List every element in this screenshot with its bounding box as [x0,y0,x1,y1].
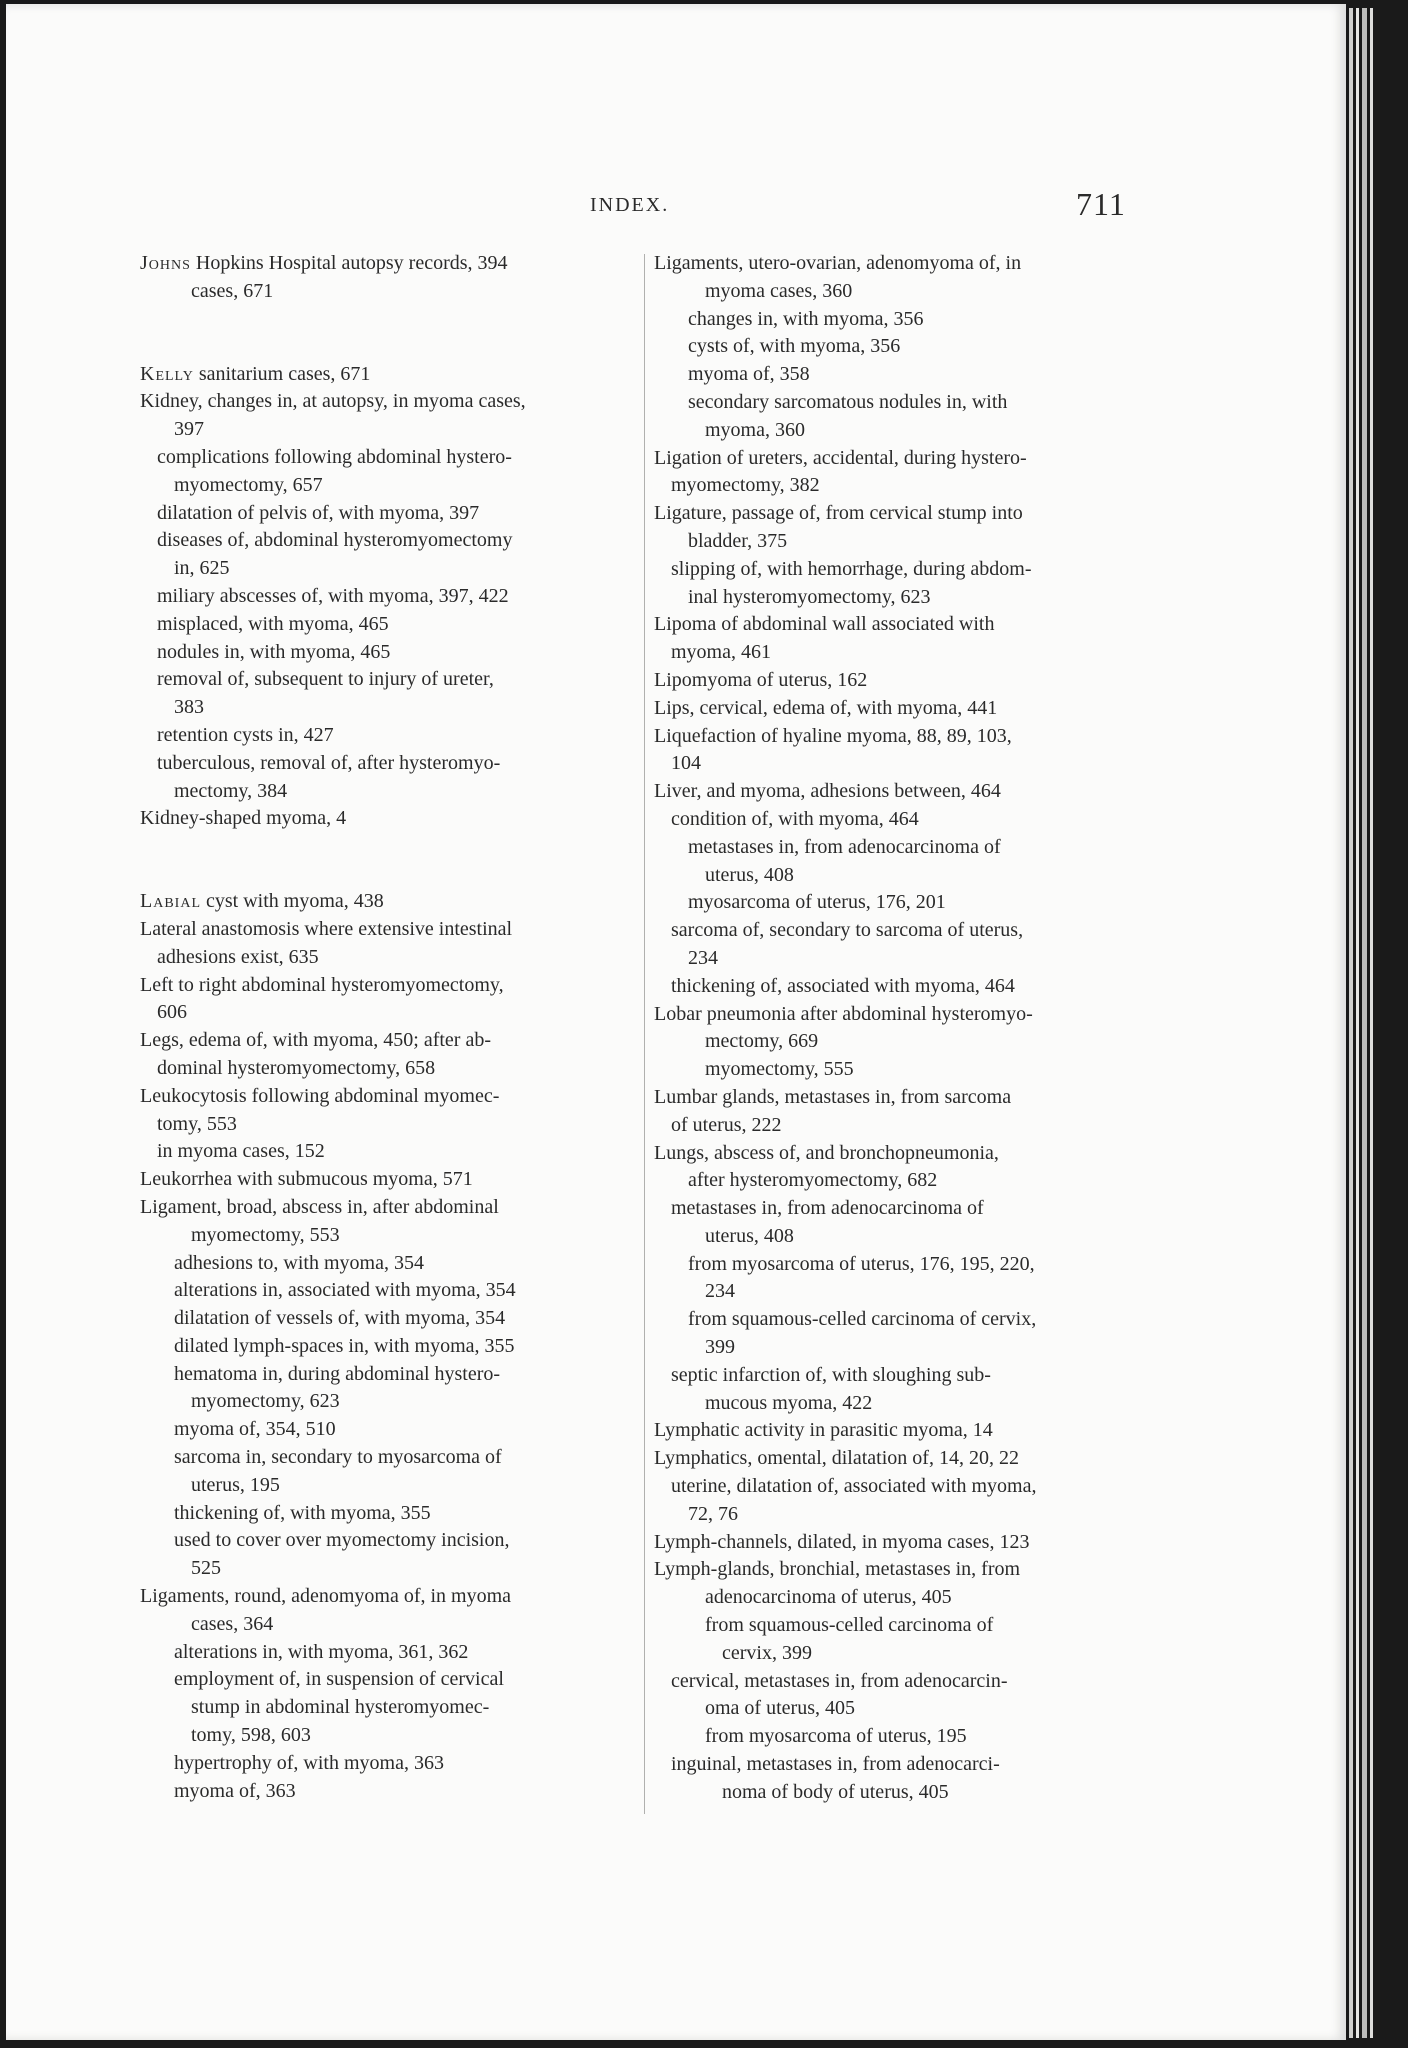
index-entry-text: cases, 364 [191,1612,274,1635]
page-number: 711 [1076,186,1126,222]
book-page [6,4,1346,2040]
index-entry-text: metastases in, from adenocarcinoma of [671,1197,984,1220]
index-entry [654,1334,1142,1362]
index-entry [140,1500,640,1528]
index-entry-text: adhesions exist, 635 [157,945,319,968]
index-entry [654,417,1142,445]
index-column-left [140,250,640,1805]
index-entry [654,917,1142,945]
index-entry-text: inguinal, metastases in, from adenocarci- [671,1753,1000,1776]
index-entry [140,555,640,583]
index-entry-text: alterations in, with myoma, 361, 362 [174,1640,469,1663]
index-entry-text: Hopkins Hospital autopsy records, 394 [190,252,508,274]
index-entry [140,888,640,916]
index-entry-text: Kidney, changes in, at autopsy, in myoma cases, [140,390,526,413]
index-entry [140,1305,640,1333]
index-entry-text: myoma, 461 [671,641,771,664]
index-entry [654,778,1142,806]
index-section-gap [140,306,640,361]
index-entry-text: Lobar pneumonia after abdominal hysteromyo- [654,1002,1033,1025]
index-entry-text: dilatation of pelvis of, with myoma, 397 [157,501,480,524]
index-entry [140,666,640,694]
index-entry-text: changes in, with myoma, 356 [688,307,924,330]
index-entry-text: myoma of, 354, 510 [174,1418,336,1441]
index-entry-lead: Kelly [140,362,194,385]
index-entry [654,1668,1142,1696]
index-entry [654,556,1142,584]
index-entry [654,500,1142,528]
index-entry [140,1388,640,1416]
index-entry [654,1001,1142,1029]
index-entry-text: myomectomy, 382 [671,474,820,497]
index-entry [654,1278,1142,1306]
index-entry [140,1222,640,1250]
column-divider [644,254,645,1814]
index-entry-text: septic infarction of, with sloughing sub- [671,1363,991,1386]
index-entry [140,750,640,778]
index-entry-text: in, 625 [174,557,230,580]
index-entry-text: 606 [157,1001,187,1024]
index-entry-lead: Johns [140,252,191,274]
index-entry-text: 104 [671,752,701,775]
index-entry-text: slipping of, with hemorrhage, during abdom- [671,557,1032,580]
index-entry-text: from myosarcoma of uterus, 176, 195, 220, [688,1252,1035,1275]
index-entry [654,445,1142,473]
page-edge [1356,8,1359,2038]
index-entry [140,1611,640,1639]
index-entry-text: used to cover over myomectomy incision, [174,1529,510,1552]
index-entry [140,1111,640,1139]
index-entry [654,278,1142,306]
index-entry-text: condition of, with myoma, 464 [671,807,919,830]
index-entry [140,1527,640,1555]
index-entry-text: Leukocytosis following abdominal myomec- [140,1084,500,1107]
index-section-gap [140,833,640,888]
index-entry-text: of uterus, 222 [671,1113,782,1136]
index-entry-text: Ligaments, utero-ovarian, adenomyoma of, in [654,252,1022,274]
index-entry-text: Lymphatic activity in parasitic myoma, 14 [654,1419,993,1442]
page-edge [1362,8,1367,2038]
index-entry-text: dominal hysteromyomectomy, 658 [157,1056,436,1079]
index-entry [140,278,640,306]
index-entry [140,778,640,806]
index-entry-text: inal hysteromyomectomy, 623 [688,585,931,608]
index-entry-text: sarcoma of, secondary to sarcoma of uterus, [671,919,1024,942]
page-header [6,186,1346,234]
index-entry-text: sarcoma in, secondary to myosarcoma of [174,1446,502,1469]
index-entry [140,1194,640,1222]
index-entry [140,1277,640,1305]
index-entry [654,1056,1142,1084]
index-entry [654,1417,1142,1445]
index-entry-text: sanitarium cases, 671 [193,362,371,385]
index-entry [140,472,640,500]
index-entry [654,1362,1142,1390]
index-entry [654,306,1142,334]
page-edge [1370,8,1373,2038]
index-entry [654,584,1142,612]
index-entry [140,1778,640,1806]
page-edge [1349,8,1353,2038]
index-entry [654,639,1142,667]
index-entry-text: 397 [174,418,204,441]
index-entry-text: mectomy, 384 [174,779,288,802]
index-entry [654,1223,1142,1251]
index-entry [140,361,640,389]
index-entry-text: misplaced, with myoma, 465 [157,612,389,635]
index-entry [654,1112,1142,1140]
index-entry [654,1084,1142,1112]
index-entry-text: Liquefaction of hyaline myoma, 88, 89, 103, [654,724,1012,747]
index-entry-text: cases, 671 [191,279,274,302]
index-entry-text: Ligature, passage of, from cervical stump into [654,502,1023,525]
index-entry [140,1333,640,1361]
index-entry-text: tuberculous, removal of, after hysteromyo- [157,751,501,774]
index-entry-text: cervix, 399 [722,1641,812,1664]
index-entry-text: dilated lymph-spaces in, with myoma, 355 [174,1334,515,1357]
index-entry [654,528,1142,556]
index-entry-text: myomectomy, 657 [174,473,323,496]
index-entry-text: after hysteromyomectomy, 682 [688,1169,938,1192]
index-entry-text: 234 [688,946,718,969]
index-entry [140,444,640,472]
index-entry [140,1055,640,1083]
index-entry-text: bladder, 375 [688,529,788,552]
index-entry [654,750,1142,778]
index-entry [654,945,1142,973]
index-entry [140,999,640,1027]
index-entry [654,1779,1142,1807]
index-entry-text: cysts of, with myoma, 356 [688,335,901,358]
index-entry [140,1166,640,1194]
index-entry [654,1445,1142,1473]
index-entry [140,1722,640,1750]
index-entry [140,388,640,416]
index-entry-text: thickening of, with myoma, 355 [174,1501,431,1524]
index-entry [654,834,1142,862]
index-entry [140,416,640,444]
index-entry [654,1612,1142,1640]
index-entry [654,611,1142,639]
index-entry-text: oma of uterus, 405 [705,1697,855,1720]
index-entry [140,1694,640,1722]
index-entry [654,1028,1142,1056]
index-entry-text: adenocarcinoma of uterus, 405 [705,1586,952,1609]
index-entry-text: Lymph-glands, bronchial, metastases in, from [654,1558,1021,1581]
index-entry-text: alterations in, associated with myoma, 354 [174,1279,516,1302]
index-entry-text: Lungs, abscess of, and bronchopneumonia, [654,1141,999,1164]
index-entry-text: from squamous-celled carcinoma of [705,1614,994,1637]
index-entry [654,695,1142,723]
index-entry-text: 234 [705,1280,735,1303]
index-entry-text: Lymphatics, omental, dilatation of, 14, 20, 22 [654,1447,1019,1470]
index-entry [654,1584,1142,1612]
index-entry [140,611,640,639]
index-entry [654,1473,1142,1501]
index-entry-text: myoma of, 358 [688,363,810,386]
index-entry [140,694,640,722]
index-entry-text: complications following abdominal hystero- [157,445,512,468]
index-entry-text: Leukorrhea with submucous myoma, 571 [140,1168,473,1191]
index-entry-text: hematoma in, during abdominal hystero- [174,1362,501,1385]
index-entry [654,889,1142,917]
index-entry [140,1555,640,1583]
index-entry-text: adhesions to, with myoma, 354 [174,1251,424,1274]
index-entry [654,1640,1142,1668]
index-entry [654,806,1142,834]
index-entry-text: noma of body of uterus, 405 [722,1780,949,1803]
index-entry [140,1138,640,1166]
index-entry-text: myosarcoma of uterus, 176, 201 [688,891,946,914]
index-entry [140,722,640,750]
index-entry [654,1751,1142,1779]
index-entry [654,333,1142,361]
index-entry-text: thickening of, associated with myoma, 464 [671,974,1015,997]
index-entry-text: secondary sarcomatous nodules in, with [688,390,1008,413]
index-entry [140,1083,640,1111]
index-entry-text: retention cysts in, 427 [157,723,334,746]
index-entry [654,862,1142,890]
index-entry-text: 383 [174,696,204,719]
index-entry [654,1501,1142,1529]
index-entry [654,1251,1142,1279]
index-entry-text: uterine, dilatation of, associated with myoma, [671,1475,1037,1498]
index-entry-text: Ligation of ureters, accidental, during hystero- [654,446,1027,469]
index-entry [654,1723,1142,1751]
index-entry [140,805,640,833]
index-entry [654,973,1142,1001]
index-entry [140,1027,640,1055]
index-entry-text: in myoma cases, 152 [157,1140,325,1163]
index-entry-text: Kidney-shaped myoma, 4 [140,807,347,830]
index-entry-lead: Labial [140,890,201,913]
index-entry [140,639,640,667]
running-head: INDEX. [590,194,670,216]
index-entry-text: metastases in, from adenocarcinoma of [688,835,1001,858]
index-entry-text: miliary abscesses of, with myoma, 397, 422 [157,584,509,607]
index-entry-text: Lipomyoma of uterus, 162 [654,668,868,691]
index-entry-text: tomy, 553 [157,1112,237,1135]
index-entry-text: Lymph-channels, dilated, in myoma cases, 123 [654,1530,1030,1553]
index-entry-text: hypertrophy of, with myoma, 363 [174,1751,444,1774]
index-entry [654,361,1142,389]
index-entry [654,1390,1142,1418]
index-entry-text: Lumbar glands, metastases in, from sarcoma [654,1085,1012,1108]
index-entry-text: 399 [705,1336,735,1359]
index-entry [654,1556,1142,1584]
index-entry-text: Lips, cervical, edema of, with myoma, 441 [654,696,998,719]
index-entry [140,527,640,555]
index-entry [654,723,1142,751]
index-entry [140,1361,640,1389]
index-entry-text: mectomy, 669 [705,1030,819,1053]
index-entry [140,1666,640,1694]
index-entry-text: 525 [191,1557,221,1580]
index-entry-text: uterus, 408 [705,863,794,886]
index-entry-text: removal of, subsequent to injury of ureter, [157,668,494,691]
index-entry [140,944,640,972]
index-entry-text: stump in abdominal hysteromyomec- [191,1696,490,1719]
index-entry [140,1250,640,1278]
index-entry-text: Ligament, broad, abscess in, after abdominal [140,1195,499,1218]
index-entry-text: cervical, metastases in, from adenocarcin- [671,1669,1008,1692]
index-entry-text: mucous myoma, 422 [705,1391,873,1414]
index-entry-text: from myosarcoma of uterus, 195 [705,1725,967,1748]
index-entry [654,1695,1142,1723]
index-entry [140,500,640,528]
index-entry-text: 72, 76 [688,1502,738,1525]
index-entry-text: myomectomy, 555 [705,1058,854,1081]
index-entry-text: myoma of, 363 [174,1779,296,1802]
index-entry-text: from squamous-celled carcinoma of cervix, [688,1308,1037,1331]
index-entry [654,1306,1142,1334]
index-entry-text: Liver, and myoma, adhesions between, 464 [654,780,1001,803]
index-entry [140,916,640,944]
index-entry-text: nodules in, with myoma, 465 [157,640,391,663]
index-entry-text: tomy, 598, 603 [191,1724,311,1747]
index-entry [654,667,1142,695]
index-entry-text: diseases of, abdominal hysteromyomectomy [157,529,513,552]
index-column-right [654,250,1142,1807]
index-entry [654,1195,1142,1223]
index-entry [140,1583,640,1611]
index-entry-text: Lipoma of abdominal wall associated with [654,613,995,636]
index-entry-text: Ligaments, round, adenomyoma of, in myoma [140,1585,512,1608]
index-entry [654,1140,1142,1168]
index-entry [654,389,1142,417]
index-entry-text: Legs, edema of, with myoma, 450; after ab- [140,1029,491,1052]
index-entry [654,250,1142,278]
index-entry [140,1472,640,1500]
index-entry-text: Lateral anastomosis where extensive intestinal [140,917,513,940]
index-entry-text: uterus, 408 [705,1224,794,1247]
index-entry [140,1416,640,1444]
index-entry-text: employment of, in suspension of cervical [174,1668,504,1691]
index-entry [140,1750,640,1778]
index-entry [140,1444,640,1472]
index-entry [140,250,640,278]
index-entry-text: myoma, 360 [705,418,805,441]
index-entry [140,972,640,1000]
index-entry-text: myoma cases, 360 [705,279,853,302]
index-entry-text: dilatation of vessels of, with myoma, 354 [174,1307,506,1330]
index-entry [654,1167,1142,1195]
index-entry-text: Left to right abdominal hysteromyomectomy, [140,973,504,996]
index-entry-text: cyst with myoma, 438 [201,890,384,913]
index-entry [654,1529,1142,1557]
index-entry-text: uterus, 195 [191,1473,280,1496]
index-entry [654,472,1142,500]
index-entry-text: myomectomy, 623 [191,1390,340,1413]
index-entry [140,1639,640,1667]
index-entry [140,583,640,611]
index-entry-text: myomectomy, 553 [191,1223,340,1246]
